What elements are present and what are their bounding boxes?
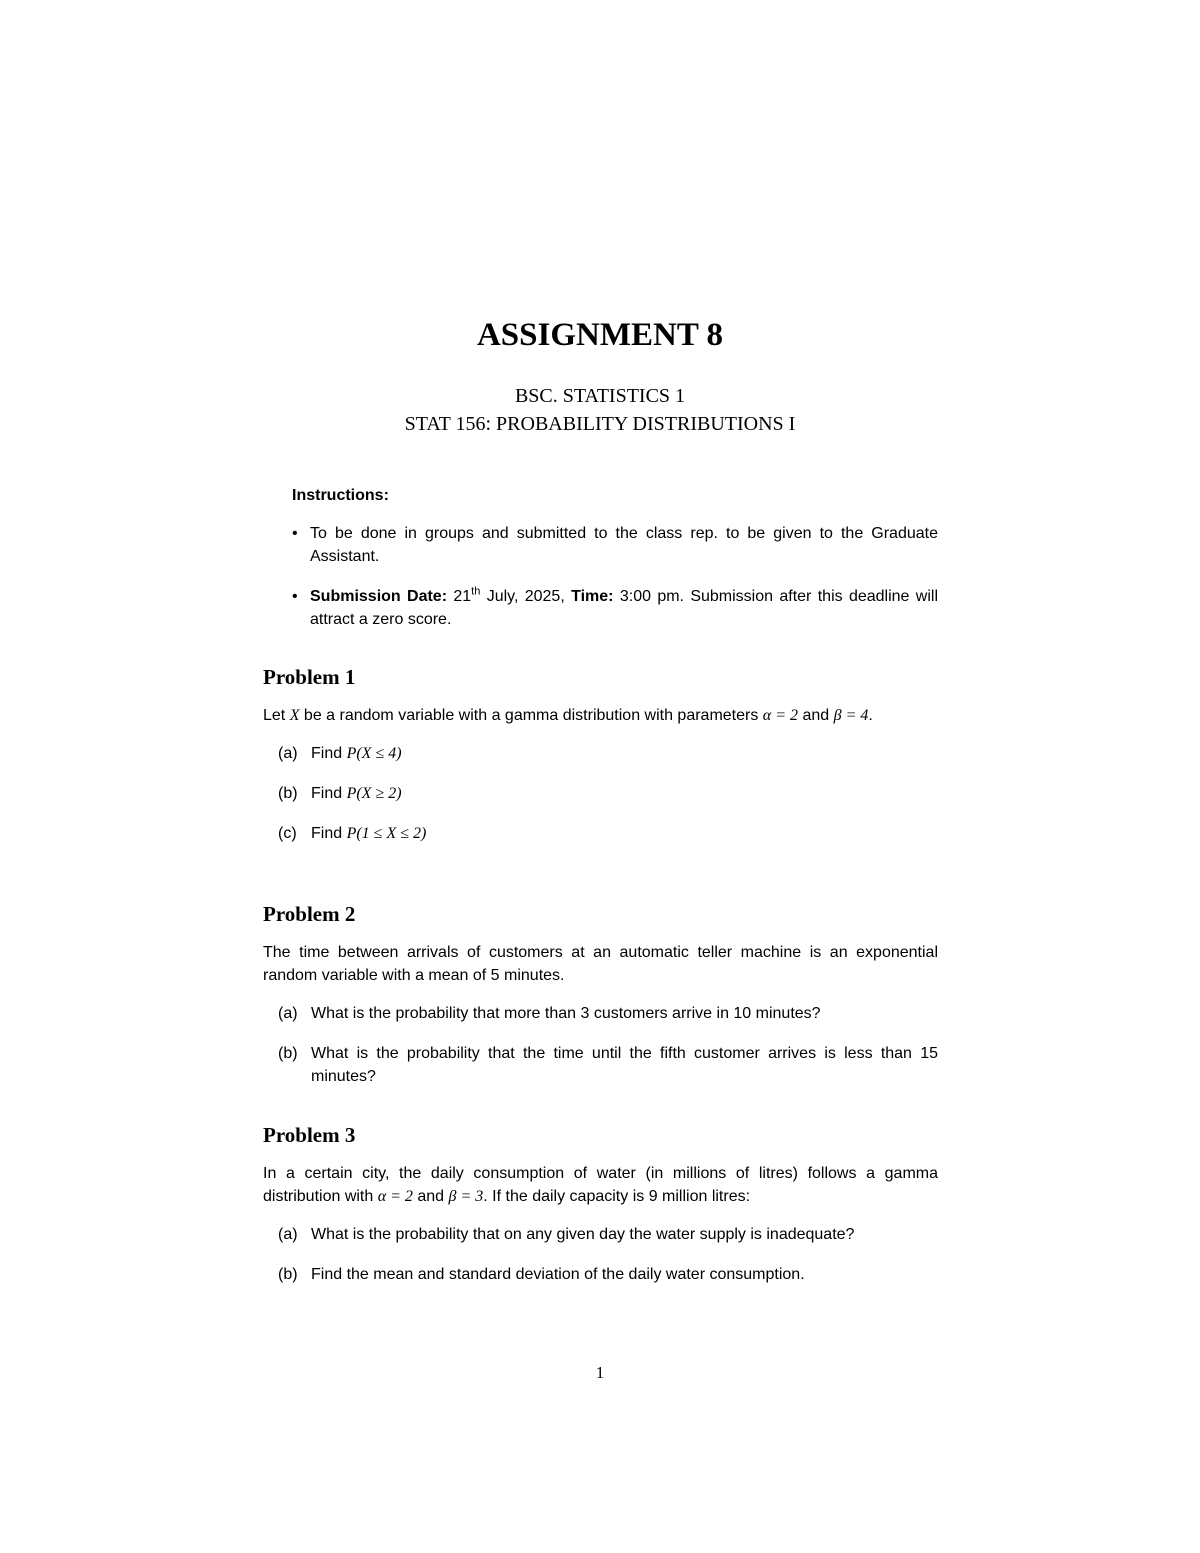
math-alpha: α = 2 (762, 707, 798, 724)
problem-3-intro (263, 1162, 938, 1208)
math-alpha: α = 2 (377, 1188, 413, 1205)
intro-text: Let (263, 707, 290, 724)
part-label: (c) (278, 825, 297, 842)
submission-time-label: Time: (571, 588, 614, 605)
problem-1-part-b (263, 782, 938, 805)
bullet-icon: • (292, 525, 298, 542)
part-label: (a) (278, 745, 298, 762)
page-number: 1 (595, 1363, 605, 1382)
instructions-section (292, 484, 938, 648)
assignment-title: ASSIGNMENT 8 (476, 317, 724, 353)
intro-text: and (798, 707, 834, 724)
problem-3-part-b (263, 1263, 938, 1286)
part-text: Find (311, 785, 347, 802)
part-text: What is the probability that on any given day the water supply is inadequate? (311, 1226, 855, 1243)
part-label: (a) (278, 1005, 298, 1022)
math-beta: β = 4 (833, 707, 869, 724)
problem-2-part-b (263, 1042, 938, 1088)
submission-date-rest: July, 2025, (480, 588, 565, 605)
problem-1-part-a (263, 742, 938, 765)
program-name: BSC. STATISTICS 1 (514, 385, 686, 407)
problem-1-intro (263, 704, 938, 727)
part-expression: P(X ≤ 4) (346, 745, 402, 762)
problem-1-part-c (263, 822, 938, 845)
instruction-item-groups (292, 522, 938, 568)
intro-text: be a random variable with a gamma distribution with parameters (299, 707, 763, 724)
intro-text: In a certain city, the daily consumption of water (in millions of litres) follows a gamma distribution with (263, 1165, 938, 1205)
problem-1 (263, 664, 938, 862)
problem-3-heading: Problem 3 (263, 1123, 356, 1147)
problem-2-parts (263, 1002, 938, 1088)
problem-1-heading: Problem 1 (263, 665, 356, 689)
problem-2 (263, 901, 938, 1105)
bullet-icon: • (292, 588, 298, 605)
part-label: (b) (278, 1045, 298, 1062)
part-text: Find the mean and standard deviation of the daily water consumption. (311, 1266, 805, 1283)
problem-2-intro: The time between arrivals of customers at an automatic teller machine is an exponential random variable with a mean of 5 minutes. (263, 944, 938, 984)
part-text: Find (311, 825, 347, 842)
problem-3 (263, 1122, 938, 1303)
instructions-heading: Instructions: (292, 487, 389, 504)
problem-3-parts (263, 1223, 938, 1286)
submission-note: Submission after this deadline will attract a zero score. (310, 588, 939, 628)
part-expression: P(X ≥ 2) (346, 785, 402, 802)
part-text: What is the probability that the time until the fifth customer arrives is less than 15 minutes? (311, 1045, 938, 1085)
intro-text: and (412, 1188, 449, 1205)
part-expression: P(1 ≤ X ≤ 2) (346, 825, 427, 842)
instruction-item-deadline (292, 585, 938, 631)
submission-time-value: 3:00 pm. (613, 588, 684, 605)
part-text: What is the probability that more than 3 customers arrive in 10 minutes? (311, 1005, 821, 1022)
problem-3-part-a (263, 1223, 938, 1246)
part-label: (b) (278, 1266, 298, 1283)
part-text: Find (311, 745, 347, 762)
submission-date-suffix: th (471, 585, 481, 598)
math-beta: β = 3 (448, 1188, 484, 1205)
instruction-text: To be done in groups and submitted to the class rep. to be given to the Graduate Assistant. (310, 525, 938, 565)
submission-date-label: Submission Date: (310, 588, 448, 605)
intro-text: . If the daily capacity is 9 million litres: (483, 1188, 751, 1205)
math-variable: X (289, 707, 300, 724)
part-label: (a) (278, 1226, 298, 1243)
intro-text: . (868, 707, 873, 724)
problem-1-parts (263, 742, 938, 845)
submission-date-day: 21 (453, 588, 472, 605)
problem-2-part-a (263, 1002, 938, 1025)
part-label: (b) (278, 785, 298, 802)
problem-2-heading: Problem 2 (263, 902, 356, 926)
course-name: STAT 156: PROBABILITY DISTRIBUTIONS I (404, 413, 796, 435)
